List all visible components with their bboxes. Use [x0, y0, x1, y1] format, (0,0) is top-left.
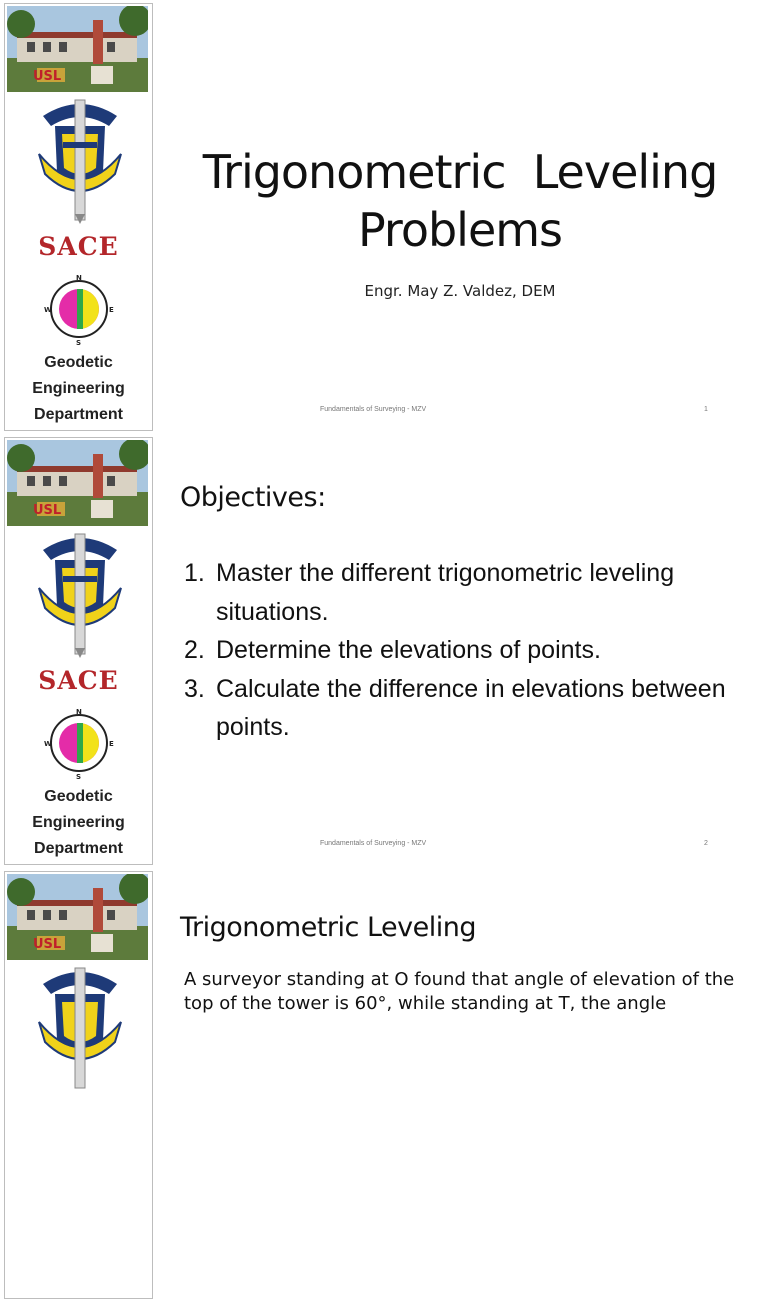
campus-photo [7, 440, 148, 526]
svg-text:S: S [76, 773, 82, 780]
sace-logo: SACE [38, 666, 119, 695]
svg-text:USL: USL [33, 503, 62, 518]
dept-line: Geodetic [44, 354, 113, 371]
svg-text:S: S [76, 339, 82, 346]
department-name [5, 350, 152, 428]
department-name [5, 784, 152, 862]
dept-line: Department [34, 406, 123, 423]
university-crest-icon [25, 530, 135, 658]
svg-text:E: E [109, 306, 114, 314]
svg-text:W: W [44, 306, 52, 314]
item-number: 3. [184, 674, 205, 703]
university-crest-icon [25, 96, 135, 224]
slide-heading: Objectives: [180, 482, 326, 513]
slide-1 [0, 0, 768, 433]
slide-heading: Trigonometric Leveling [180, 912, 476, 943]
compass-icon [43, 272, 115, 346]
svg-text:W: W [44, 740, 52, 748]
dept-line: Engineering [32, 380, 125, 397]
slide-footer: Fundamentals of Surveying - MZV [320, 840, 427, 847]
svg-text:E: E [109, 740, 114, 748]
item-number: 2. [184, 636, 205, 664]
campus-photo [7, 874, 148, 960]
sidebar-branding [4, 871, 153, 1299]
title-line: Problems [357, 203, 563, 257]
sidebar-branding [4, 3, 153, 431]
title-line: Trigonometric Leveling [202, 145, 718, 199]
item-number: 1. [184, 559, 205, 587]
dept-line: Engineering [32, 814, 125, 831]
svg-text:USL: USL [33, 69, 62, 84]
item-text: Master the different trigonometric leveling situations. [216, 559, 675, 626]
slide-2 [0, 434, 768, 867]
problem-text: A surveyor standing at O found that angle of elevation of the top of the tower is 60°, while standing at T, the angle [184, 969, 735, 1014]
dept-line: Department [34, 840, 123, 857]
author-subtitle: Engr. May Z. Valdez, DEM [364, 282, 556, 300]
page-number: 2 [704, 840, 708, 847]
list-item [184, 631, 744, 670]
university-crest-icon [25, 964, 135, 1092]
svg-text:USL: USL [33, 937, 62, 952]
list-item [184, 670, 744, 747]
item-text: Calculate the difference in elevations between points. [216, 674, 726, 741]
item-text: Determine the elevations of points. [216, 636, 601, 664]
campus-photo [7, 6, 148, 92]
slide-title [160, 143, 760, 259]
objectives-list [184, 554, 744, 747]
sace-logo: SACE [38, 232, 119, 261]
slide-3 [0, 868, 768, 1301]
dept-line: Geodetic [44, 788, 113, 805]
sidebar-branding [4, 437, 153, 865]
list-item [184, 554, 744, 631]
page-number: 1 [704, 406, 708, 413]
svg-text:N: N [76, 274, 82, 282]
svg-text:N: N [76, 708, 82, 716]
slide-footer: Fundamentals of Surveying - MZV [320, 406, 427, 413]
compass-icon [43, 706, 115, 780]
